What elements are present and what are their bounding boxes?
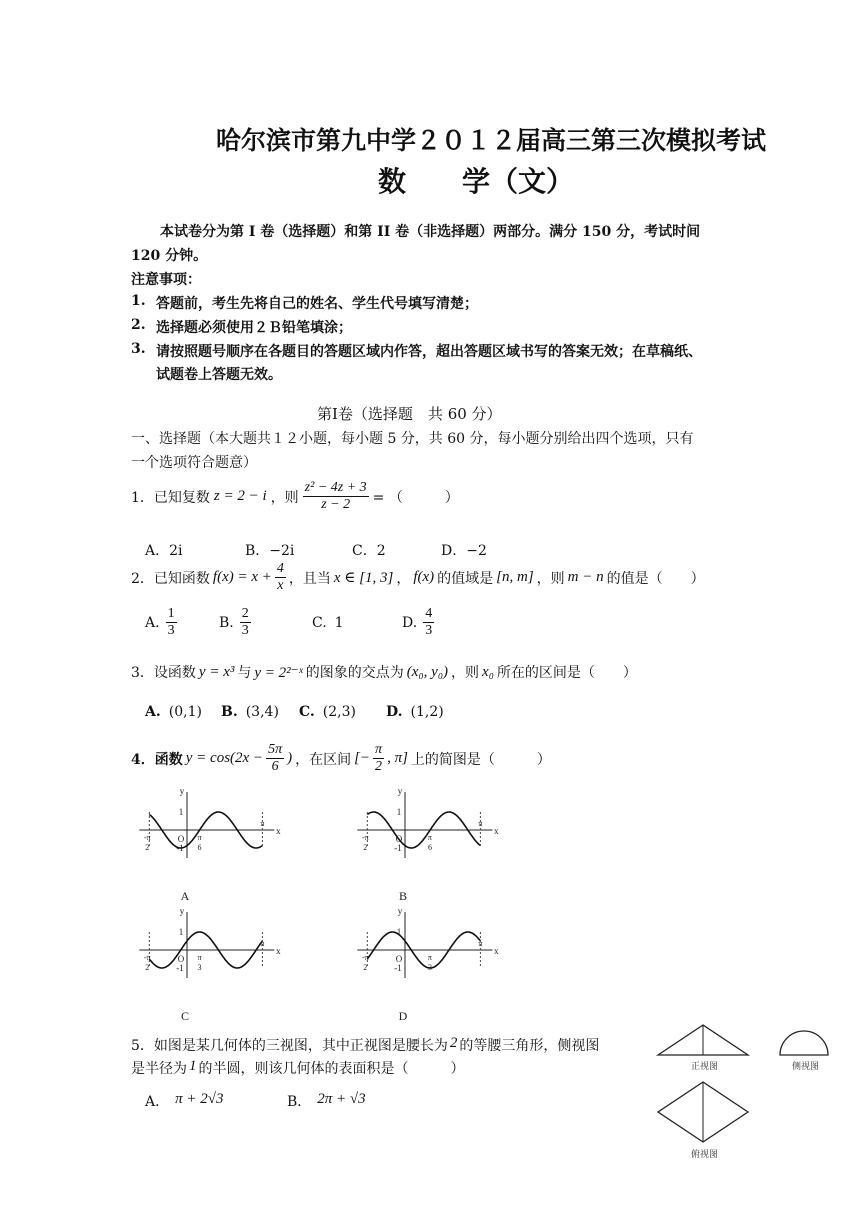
y-axis-label: y bbox=[179, 906, 185, 916]
q4-interval-start: [− bbox=[354, 750, 371, 766]
origin-label: O bbox=[177, 834, 185, 844]
q3-option-a bbox=[145, 704, 202, 720]
q2-mid4: ，则 bbox=[536, 570, 565, 587]
question-5-line-1 bbox=[131, 1035, 599, 1055]
q1-suffix: = （ ） bbox=[372, 489, 459, 506]
q3-option-a-label: A. bbox=[145, 704, 161, 720]
q2-prefix: 2．已知函数 bbox=[131, 570, 210, 587]
q5-line2a: 是半径为 bbox=[131, 1061, 187, 1077]
q4-graph-d bbox=[357, 906, 499, 1020]
tick-one: 1 bbox=[178, 807, 184, 817]
q5-line1b: 的等腰三角形，侧视图 bbox=[459, 1038, 600, 1054]
q5-number-1: 1 bbox=[189, 1058, 197, 1074]
exam-subtitle: 数 学（文） bbox=[378, 165, 575, 198]
x-axis-label: x bbox=[494, 826, 499, 836]
note-3-num: 3. bbox=[131, 341, 146, 357]
q1-option-a: A．2i bbox=[145, 543, 183, 559]
q2-diff: m − n bbox=[567, 569, 604, 585]
note-3-continued: 试题卷上答题无效。 bbox=[156, 367, 282, 383]
q2-b-den: 3 bbox=[241, 623, 249, 638]
q3-mid2: 的图象的交点为 bbox=[305, 665, 404, 681]
question-3 bbox=[131, 662, 637, 682]
q3-option-d-value: (1,2) bbox=[410, 704, 444, 720]
tick-den: 3 bbox=[197, 963, 202, 972]
q3-option-c bbox=[299, 704, 356, 720]
q3-mid1: 与 bbox=[237, 665, 252, 681]
tick-neg-one: -1 bbox=[394, 963, 402, 973]
q3-option-c-label: C. bbox=[299, 704, 315, 720]
intro-line-2: 120 分钟。 bbox=[131, 248, 208, 264]
tick-neg-pi-half: -π bbox=[143, 833, 151, 842]
q4-function-end: ) bbox=[287, 750, 293, 766]
intro-line-1: 本试卷分为第 I 卷（选择题）和第 II 卷（非选择题）两部分。满分 150 分，考试时间 bbox=[160, 224, 701, 240]
tick-neg-pi-half: -π bbox=[143, 953, 151, 962]
q3-option-d bbox=[386, 704, 444, 720]
q1-frac-num: z² − 4z + 3 bbox=[304, 480, 367, 495]
tick-pi: π bbox=[427, 953, 432, 962]
origin-label: O bbox=[395, 954, 403, 964]
q1-mid: ，则 bbox=[270, 489, 299, 506]
q2-frac-den: x bbox=[277, 578, 284, 593]
note-3-text: 请按照题号顺序在各题目的答题区域内作答，超出答题区域书写的答案无效；在草稿纸、 bbox=[156, 344, 702, 360]
q1-option-c: C．2 bbox=[352, 543, 386, 559]
q2-b-num: 2 bbox=[241, 606, 249, 621]
q2-mid1: ，且当 bbox=[288, 570, 331, 587]
q4-mid: ，在区间 bbox=[295, 751, 352, 768]
section-instructions-2: 一个选项符合题意） bbox=[131, 455, 257, 471]
q3-option-b bbox=[221, 704, 279, 720]
tick-pi-end: π bbox=[478, 939, 483, 948]
q2-option-a-fraction bbox=[166, 606, 177, 639]
q2-option-c-label: C. bbox=[312, 615, 327, 631]
origin-label: O bbox=[395, 834, 403, 844]
q2-fx: f(x) bbox=[413, 569, 435, 585]
graph-label: B bbox=[398, 889, 408, 903]
q3-option-a-value: (0,1) bbox=[168, 704, 202, 720]
q4-graph-c bbox=[139, 906, 281, 1020]
tick-neg-one: -1 bbox=[394, 843, 402, 853]
note-2-num: 2. bbox=[131, 317, 146, 333]
q5-number-2: 2 bbox=[449, 1035, 458, 1051]
tick-neg-pi-half: -π bbox=[361, 833, 369, 842]
q2-suffix: 的值是（ ） bbox=[606, 570, 705, 587]
q2-option-b-fraction bbox=[240, 606, 251, 639]
q2-option-d-label: D. bbox=[402, 614, 418, 631]
tick-one: 1 bbox=[396, 807, 402, 817]
q4-graph-a bbox=[139, 786, 281, 903]
q5-option-a-value: π + 2√3 bbox=[175, 1091, 224, 1107]
tick-den: 6 bbox=[197, 843, 202, 852]
q3-point: (x₀, y₀) bbox=[406, 663, 449, 680]
question-4 bbox=[131, 742, 551, 775]
front-view-label: 正视图 bbox=[691, 1061, 719, 1071]
q2-option-c-value: 1 bbox=[334, 615, 344, 631]
q4-frac-den: 6 bbox=[271, 759, 279, 774]
q3-option-c-value: (2,3) bbox=[322, 704, 356, 720]
x-axis-label: x bbox=[494, 946, 499, 956]
q3-x0: x₀ bbox=[482, 663, 494, 680]
tick-one: 1 bbox=[178, 927, 184, 937]
q3-function-1: y = x³ bbox=[198, 663, 235, 680]
q4-interval-end: , π] bbox=[387, 750, 408, 766]
q4-prefix: 4．函数 bbox=[131, 751, 183, 768]
tick-pi: π bbox=[427, 833, 432, 842]
q2-option-b bbox=[219, 606, 251, 639]
q2-frac-num: 4 bbox=[276, 561, 284, 576]
q2-mid3: 的值域是 bbox=[437, 570, 494, 587]
x-axis-label: x bbox=[276, 946, 281, 956]
q4-interval-fraction bbox=[373, 742, 384, 775]
q4-suffix: 上的简图是（ ） bbox=[410, 751, 551, 768]
q3-option-d-label: D. bbox=[386, 704, 403, 720]
note-1-num: 1. bbox=[131, 293, 146, 309]
note-2-text: 选择题必须使用２Ｂ铅笔填涂； bbox=[156, 320, 352, 336]
side-view-label: 侧视图 bbox=[792, 1061, 820, 1071]
q1-option-b: B．−2i bbox=[245, 543, 295, 559]
q2-range: [n, m] bbox=[496, 569, 534, 585]
question-1 bbox=[131, 480, 459, 513]
tick-neg-one: -1 bbox=[176, 843, 184, 853]
q2-option-b-label: B. bbox=[219, 614, 234, 631]
q3-function-2: y = 2²⁻ˣ bbox=[254, 664, 303, 681]
tick-pi-end: π bbox=[260, 939, 265, 948]
q2-mid2: ， bbox=[396, 570, 411, 587]
x-axis-label: x bbox=[276, 826, 281, 836]
tick-neg-pi-half: -π bbox=[361, 953, 369, 962]
q5-option-b-label: B． bbox=[287, 1094, 312, 1110]
q5-option-a bbox=[145, 1091, 224, 1111]
q2-option-d-fraction bbox=[423, 606, 434, 639]
q5-option-b bbox=[287, 1091, 366, 1111]
graph-label: D bbox=[398, 1009, 408, 1020]
q4-graph-b bbox=[357, 786, 499, 903]
q5-three-views bbox=[655, 1020, 850, 1160]
tick-den-2: 2 bbox=[363, 963, 368, 972]
tick-one: 1 bbox=[396, 927, 402, 937]
front-view bbox=[658, 1025, 748, 1071]
note-1-text: 答题前，考生先将自己的姓名、学生代号填写清楚； bbox=[156, 296, 478, 312]
q1-expression: z = 2 − i bbox=[213, 488, 267, 504]
question-5-line-2 bbox=[131, 1058, 465, 1078]
section-instructions-1: 一、选择题（本大题共１２小题，每小题 5 分，共 60 分，每小题分别给出四个选项，只有 bbox=[131, 431, 694, 447]
top-view bbox=[658, 1082, 748, 1159]
q5-option-b-value: 2π + √3 bbox=[317, 1091, 366, 1107]
q1-frac-den: z − 2 bbox=[321, 497, 351, 512]
q2-function: f(x) = x + bbox=[212, 569, 272, 585]
tick-den-2: 2 bbox=[363, 843, 368, 852]
q2-d-den: 3 bbox=[425, 623, 433, 638]
tick-pi: π bbox=[197, 833, 202, 842]
tick-den: 3 bbox=[427, 963, 432, 972]
tick-pi: π bbox=[197, 953, 202, 962]
q1-option-d: D．−2 bbox=[441, 543, 487, 559]
graph-label: A bbox=[180, 889, 190, 903]
q2-option-a bbox=[145, 606, 177, 639]
q4-int-num: π bbox=[375, 742, 383, 757]
y-axis-label: y bbox=[397, 906, 403, 916]
tick-pi-end: π bbox=[478, 819, 483, 828]
q4-fraction bbox=[266, 742, 284, 775]
q2-option-c bbox=[312, 615, 344, 631]
y-axis-label: y bbox=[397, 786, 403, 796]
exam-title: 哈尔滨市第九中学２０１２届高三第三次模拟考试 bbox=[216, 126, 767, 155]
q5-line2b: 的半圆，则该几何体的表面积是（ ） bbox=[198, 1061, 465, 1077]
q4-int-den: 2 bbox=[375, 759, 383, 774]
q5-line1: 5．如图是某几何体的三视图，其中正视图是腰长为 bbox=[131, 1038, 448, 1054]
q2-d-num: 4 bbox=[425, 606, 433, 621]
notes-heading: 注意事项： bbox=[131, 272, 201, 288]
tick-den-2: 2 bbox=[145, 963, 150, 972]
q3-option-b-value: (3,4) bbox=[245, 704, 279, 720]
q2-option-d bbox=[402, 606, 434, 639]
graph-label: C bbox=[180, 1009, 190, 1020]
q4-graph-options bbox=[0, 780, 560, 1020]
q2-fraction bbox=[275, 561, 286, 594]
y-axis-label: y bbox=[179, 786, 185, 796]
q5-option-a-label: A． bbox=[145, 1094, 170, 1110]
tick-den-2: 2 bbox=[145, 843, 150, 852]
q3-mid3: ，则 bbox=[451, 665, 480, 681]
q2-option-a-label: A. bbox=[145, 614, 160, 631]
q3-suffix: 所在的区间是（ ） bbox=[496, 665, 637, 681]
tick-pi-end: π bbox=[260, 819, 265, 828]
tick-den: 6 bbox=[427, 843, 432, 852]
q2-a-num: 1 bbox=[167, 606, 175, 621]
q1-fraction bbox=[303, 480, 369, 513]
q3-option-b-label: B. bbox=[221, 704, 238, 720]
section-heading: 第Ⅰ卷（选择题 共 60 分） bbox=[317, 405, 502, 423]
tick-neg-one: -1 bbox=[176, 963, 184, 973]
q2-condition: x ∈ [1, 3] bbox=[333, 570, 394, 586]
side-view bbox=[780, 1031, 828, 1071]
origin-label: O bbox=[177, 954, 185, 964]
question-2 bbox=[131, 561, 705, 594]
q4-function: y = cos(2x − bbox=[185, 750, 264, 766]
q3-prefix: 3．设函数 bbox=[131, 665, 196, 681]
q4-frac-num: 5π bbox=[268, 742, 283, 757]
top-view-label: 俯视图 bbox=[691, 1149, 719, 1159]
q1-prefix: 1．已知复数 bbox=[131, 489, 210, 506]
q2-a-den: 3 bbox=[167, 623, 175, 638]
